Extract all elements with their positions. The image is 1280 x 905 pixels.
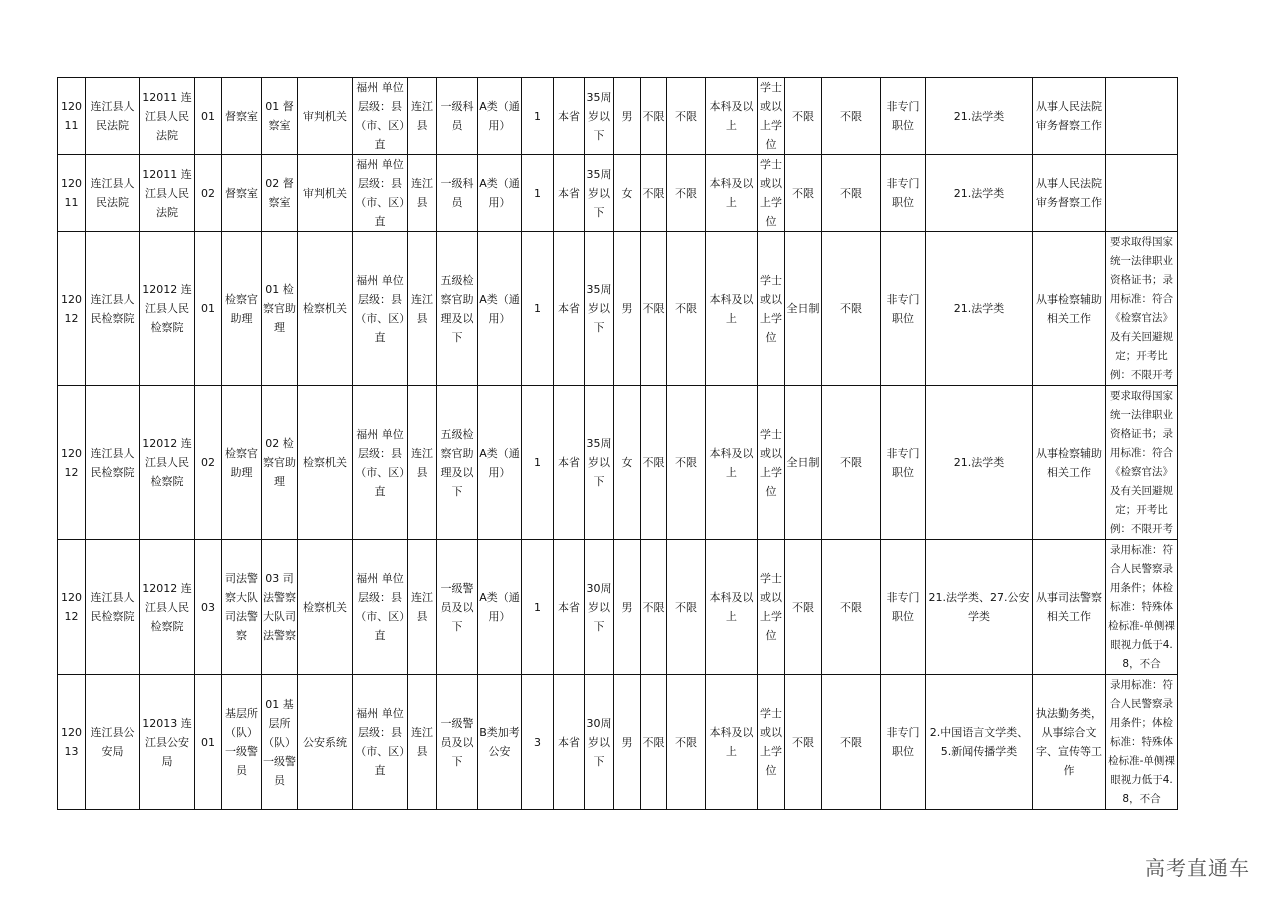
cell-position-code-name: 03 司法警察大队司法警察: [262, 540, 298, 675]
cell-position-code: 12011: [58, 78, 86, 155]
cell-age: 30周岁以下: [585, 675, 614, 810]
cell-education: 本科及以上: [706, 78, 758, 155]
cell-major: 21.法学类: [926, 155, 1033, 232]
cell-work-experience: 不限: [822, 232, 881, 386]
watermark: 高考直通车: [1145, 856, 1250, 880]
table-row: [58, 155, 1178, 232]
cell-ethnicity: 不限: [641, 232, 667, 386]
cell-household: 本省: [554, 386, 585, 540]
table-row: [58, 386, 1178, 540]
cell-remarks: 录用标准：符合人民警察录用条件；体检标准：特殊体检标准-单侧裸眼视力低于4.8，不合: [1106, 675, 1178, 810]
cell-position-type: 非专门职位: [881, 540, 926, 675]
cell-job-description: 从事人民法院审务督察工作: [1033, 155, 1106, 232]
cell-exam-category: A类（通用）: [478, 386, 522, 540]
cell-age: 35周岁以下: [585, 78, 614, 155]
cell-location: 连江县: [408, 78, 437, 155]
cell-rank: 一级警员及以下: [437, 675, 478, 810]
cell-rank: 一级警员及以下: [437, 540, 478, 675]
cell-work-experience: 不限: [822, 675, 881, 810]
cell-study-mode: 全日制: [785, 232, 822, 386]
cell-remarks: 要求取得国家统一法律职业资格证书；录用标准：符合《检察官法》及有关回避规定；开考比例：不限开考: [1106, 386, 1178, 540]
cell-position-type: 非专门职位: [881, 78, 926, 155]
cell-remarks: 要求取得国家统一法律职业资格证书；录用标准：符合《检察官法》及有关回避规定；开考比例：不限开考: [1106, 232, 1178, 386]
cell-study-mode: 不限: [785, 155, 822, 232]
cell-organ-type: 审判机关: [298, 155, 353, 232]
table-row: [58, 675, 1178, 810]
cell-location: 连江县: [408, 675, 437, 810]
cell-organ-type: 检察机关: [298, 386, 353, 540]
cell-education: 本科及以上: [706, 675, 758, 810]
cell-employer-name: 连江县人民检察院: [86, 386, 140, 540]
cell-exam-category: A类（通用）: [478, 155, 522, 232]
cell-major: 21.法学类: [926, 78, 1033, 155]
cell-age: 35周岁以下: [585, 386, 614, 540]
cell-organ-type: 公安系统: [298, 675, 353, 810]
cell-exam-category: A类（通用）: [478, 540, 522, 675]
cell-work-experience: 不限: [822, 155, 881, 232]
cell-unit-level: 福州 单位层级：县（市、区）直: [353, 540, 408, 675]
cell-political: 不限: [667, 232, 706, 386]
cell-study-mode: 不限: [785, 78, 822, 155]
cell-job-description: 从事检察辅助相关工作: [1033, 386, 1106, 540]
cell-position-name: 督察室: [222, 155, 262, 232]
cell-position-no: 03: [195, 540, 222, 675]
cell-rank: 一级科员: [437, 155, 478, 232]
cell-age: 35周岁以下: [585, 155, 614, 232]
cell-gender: 女: [614, 155, 641, 232]
table-row: [58, 232, 1178, 386]
cell-study-mode: 不限: [785, 675, 822, 810]
cell-exam-category: B类加考公安: [478, 675, 522, 810]
cell-education: 本科及以上: [706, 386, 758, 540]
cell-unit-level: 福州 单位层级：县（市、区）直: [353, 155, 408, 232]
cell-job-description: 从事司法警察相关工作: [1033, 540, 1106, 675]
table-row: [58, 78, 1178, 155]
cell-ethnicity: 不限: [641, 540, 667, 675]
cell-household: 本省: [554, 540, 585, 675]
cell-position-code: 12012: [58, 540, 86, 675]
cell-position-type: 非专门职位: [881, 675, 926, 810]
cell-employer-name: 连江县人民法院: [86, 155, 140, 232]
cell-employer-name: 连江县公安局: [86, 675, 140, 810]
cell-degree: 学士或以上学位: [758, 540, 785, 675]
cell-employer-code-name: 12011 连江县人民法院: [140, 78, 195, 155]
recruitment-table: [57, 77, 1178, 810]
cell-age: 35周岁以下: [585, 232, 614, 386]
cell-location: 连江县: [408, 232, 437, 386]
cell-ethnicity: 不限: [641, 675, 667, 810]
cell-major: 21.法学类: [926, 386, 1033, 540]
cell-gender: 男: [614, 540, 641, 675]
cell-remarks: [1106, 78, 1178, 155]
cell-location: 连江县: [408, 155, 437, 232]
cell-job-description: 执法勤务类，从事综合文字、宣传等工作: [1033, 675, 1106, 810]
cell-employer-code-name: 12011 连江县人民法院: [140, 155, 195, 232]
cell-headcount: 3: [522, 675, 554, 810]
cell-employer-code-name: 12012 连江县人民检察院: [140, 232, 195, 386]
cell-location: 连江县: [408, 386, 437, 540]
cell-degree: 学士或以上学位: [758, 78, 785, 155]
cell-position-name: 基层所（队）一级警员: [222, 675, 262, 810]
cell-position-type: 非专门职位: [881, 232, 926, 386]
cell-position-type: 非专门职位: [881, 386, 926, 540]
cell-ethnicity: 不限: [641, 78, 667, 155]
cell-position-name: 检察官助理: [222, 232, 262, 386]
cell-organ-type: 检察机关: [298, 540, 353, 675]
cell-rank: 一级科员: [437, 78, 478, 155]
cell-employer-name: 连江县人民检察院: [86, 232, 140, 386]
cell-position-type: 非专门职位: [881, 155, 926, 232]
cell-position-code-name: 01 基层所（队）一级警员: [262, 675, 298, 810]
cell-position-no: 01: [195, 232, 222, 386]
table-row: [58, 540, 1178, 675]
cell-position-code-name: 01 督察室: [262, 78, 298, 155]
cell-remarks: [1106, 155, 1178, 232]
cell-employer-name: 连江县人民检察院: [86, 540, 140, 675]
cell-position-no: 01: [195, 675, 222, 810]
cell-exam-category: A类（通用）: [478, 78, 522, 155]
cell-position-code: 12011: [58, 155, 86, 232]
cell-degree: 学士或以上学位: [758, 232, 785, 386]
cell-position-code-name: 01 检察官助理: [262, 232, 298, 386]
cell-remarks: 录用标准：符合人民警察录用条件；体检标准：特殊体检标准-单侧裸眼视力低于4.8，不合: [1106, 540, 1178, 675]
cell-work-experience: 不限: [822, 78, 881, 155]
cell-household: 本省: [554, 155, 585, 232]
cell-degree: 学士或以上学位: [758, 675, 785, 810]
cell-political: 不限: [667, 155, 706, 232]
cell-position-no: 02: [195, 155, 222, 232]
cell-rank: 五级检察官助理及以下: [437, 386, 478, 540]
cell-position-name: 督察室: [222, 78, 262, 155]
cell-work-experience: 不限: [822, 540, 881, 675]
cell-job-description: 从事人民法院审务督察工作: [1033, 78, 1106, 155]
cell-employer-code-name: 12012 连江县人民检察院: [140, 540, 195, 675]
cell-organ-type: 审判机关: [298, 78, 353, 155]
cell-degree: 学士或以上学位: [758, 155, 785, 232]
cell-position-code-name: 02 检察官助理: [262, 386, 298, 540]
cell-education: 本科及以上: [706, 155, 758, 232]
cell-exam-category: A类（通用）: [478, 232, 522, 386]
cell-job-description: 从事检察辅助相关工作: [1033, 232, 1106, 386]
cell-rank: 五级检察官助理及以下: [437, 232, 478, 386]
cell-position-no: 02: [195, 386, 222, 540]
cell-ethnicity: 不限: [641, 386, 667, 540]
cell-headcount: 1: [522, 155, 554, 232]
cell-gender: 男: [614, 675, 641, 810]
cell-location: 连江县: [408, 540, 437, 675]
cell-employer-code-name: 12012 连江县人民检察院: [140, 386, 195, 540]
cell-headcount: 1: [522, 78, 554, 155]
cell-position-code: 12012: [58, 232, 86, 386]
cell-education: 本科及以上: [706, 540, 758, 675]
cell-employer-name: 连江县人民法院: [86, 78, 140, 155]
cell-position-code-name: 02 督察室: [262, 155, 298, 232]
cell-ethnicity: 不限: [641, 155, 667, 232]
cell-headcount: 1: [522, 386, 554, 540]
cell-unit-level: 福州 单位层级：县（市、区）直: [353, 675, 408, 810]
cell-position-name: 司法警察大队司法警察: [222, 540, 262, 675]
cell-position-name: 检察官助理: [222, 386, 262, 540]
cell-gender: 男: [614, 232, 641, 386]
cell-study-mode: 不限: [785, 540, 822, 675]
cell-employer-code-name: 12013 连江县公安局: [140, 675, 195, 810]
cell-position-no: 01: [195, 78, 222, 155]
cell-household: 本省: [554, 78, 585, 155]
cell-education: 本科及以上: [706, 232, 758, 386]
cell-gender: 女: [614, 386, 641, 540]
cell-political: 不限: [667, 386, 706, 540]
cell-major: 2.中国语言文学类、5.新闻传播学类: [926, 675, 1033, 810]
cell-study-mode: 全日制: [785, 386, 822, 540]
cell-unit-level: 福州 单位层级：县（市、区）直: [353, 78, 408, 155]
cell-work-experience: 不限: [822, 386, 881, 540]
cell-political: 不限: [667, 540, 706, 675]
cell-organ-type: 检察机关: [298, 232, 353, 386]
cell-political: 不限: [667, 675, 706, 810]
cell-headcount: 1: [522, 540, 554, 675]
cell-headcount: 1: [522, 232, 554, 386]
cell-political: 不限: [667, 78, 706, 155]
cell-gender: 男: [614, 78, 641, 155]
cell-unit-level: 福州 单位层级：县（市、区）直: [353, 386, 408, 540]
cell-major: 21.法学类、27.公安学类: [926, 540, 1033, 675]
cell-degree: 学士或以上学位: [758, 386, 785, 540]
cell-household: 本省: [554, 232, 585, 386]
cell-age: 30周岁以下: [585, 540, 614, 675]
cell-major: 21.法学类: [926, 232, 1033, 386]
cell-unit-level: 福州 单位层级：县（市、区）直: [353, 232, 408, 386]
cell-position-code: 12013: [58, 675, 86, 810]
cell-household: 本省: [554, 675, 585, 810]
cell-position-code: 12012: [58, 386, 86, 540]
